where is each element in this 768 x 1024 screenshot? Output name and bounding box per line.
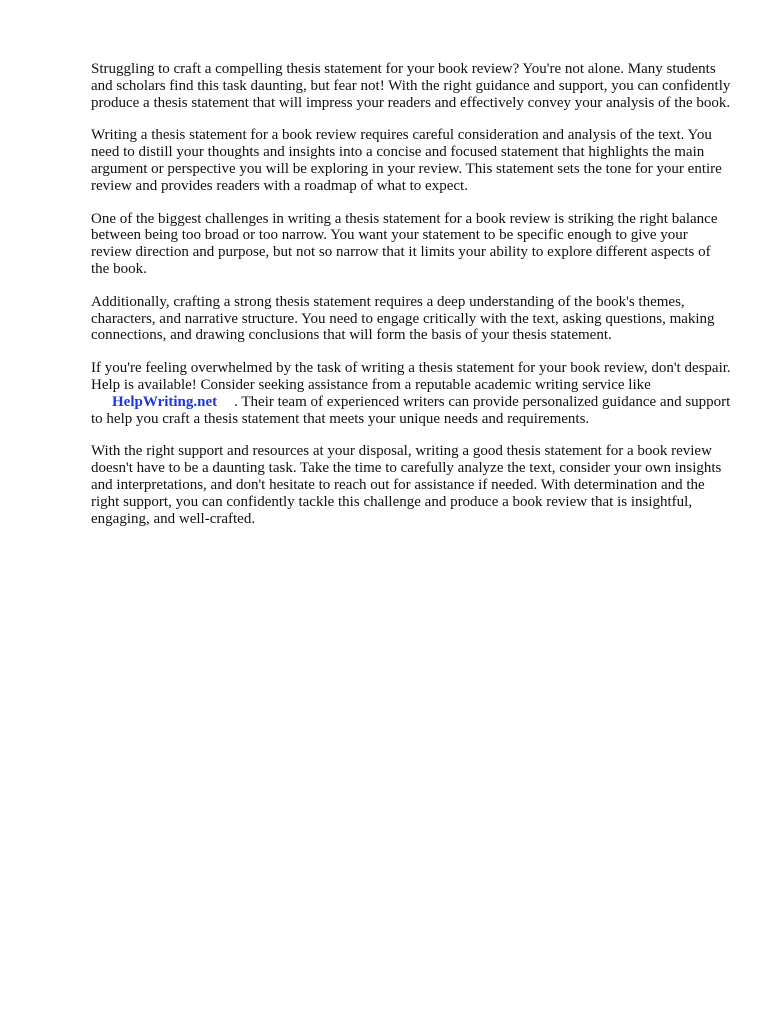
paragraph-help — [91, 360, 731, 427]
document-body — [91, 61, 731, 543]
paragraph-challenges: One of the biggest challenges in writing a thesis statement for a book review is striking the right balance between being too broad or too narrow. You want your statement to be specific enough to give your review direction and purpose, but not so narrow that it limits your ability to explore different aspects of the book. — [91, 210, 718, 277]
paragraph-closing: With the right support and resources at your disposal, writing a good thesis statement for a book review doesn't have to be a daunting task. Take the time to carefully analyze the text, consider your own insights and interpretations, and don't hesitate to reach out for assistance if needed. With determination and the right support, you can confidently tackle this challenge and produce a book review that is insightful, engaging, and well-crafted. — [91, 443, 722, 527]
helpwriting-link[interactable]: HelpWriting.net — [112, 393, 218, 410]
help-text-before: If you're feeling overwhelmed by the task of writing a thesis statement for your book review, don't despair. Help is available! Consider seeking assistance from a reputable academic writing service like — [91, 360, 731, 393]
paragraph-intro: Struggling to craft a compelling thesis statement for your book review? You're not alone. Many students and scholars find this task daunting, but fear not! With the right guidance and support, you can confidently produce a thesis statement that will impress your readers and effectively convey your analysis of the book. — [91, 61, 731, 111]
help-text-after: . Their team of experienced writers can provide personalized guidance and support to help you craft a thesis statement that meets your unique needs and requirements. — [91, 393, 731, 427]
paragraph-requirements: Writing a thesis statement for a book review requires careful consideration and analysis of the text. You need to distill your thoughts and insights into a concise and focused statement that highlights the main argument or perspective you will be exploring in your review. This statement sets the tone for your entire review and provides readers with a roadmap of what to expect. — [91, 127, 722, 194]
paragraph-understanding: Additionally, crafting a strong thesis statement requires a deep understanding of the book's themes, characters, and narrative structure. You need to engage critically with the text, asking questions, making connections, and drawing conclusions that will form the basis of your thesis statement. — [91, 293, 715, 344]
